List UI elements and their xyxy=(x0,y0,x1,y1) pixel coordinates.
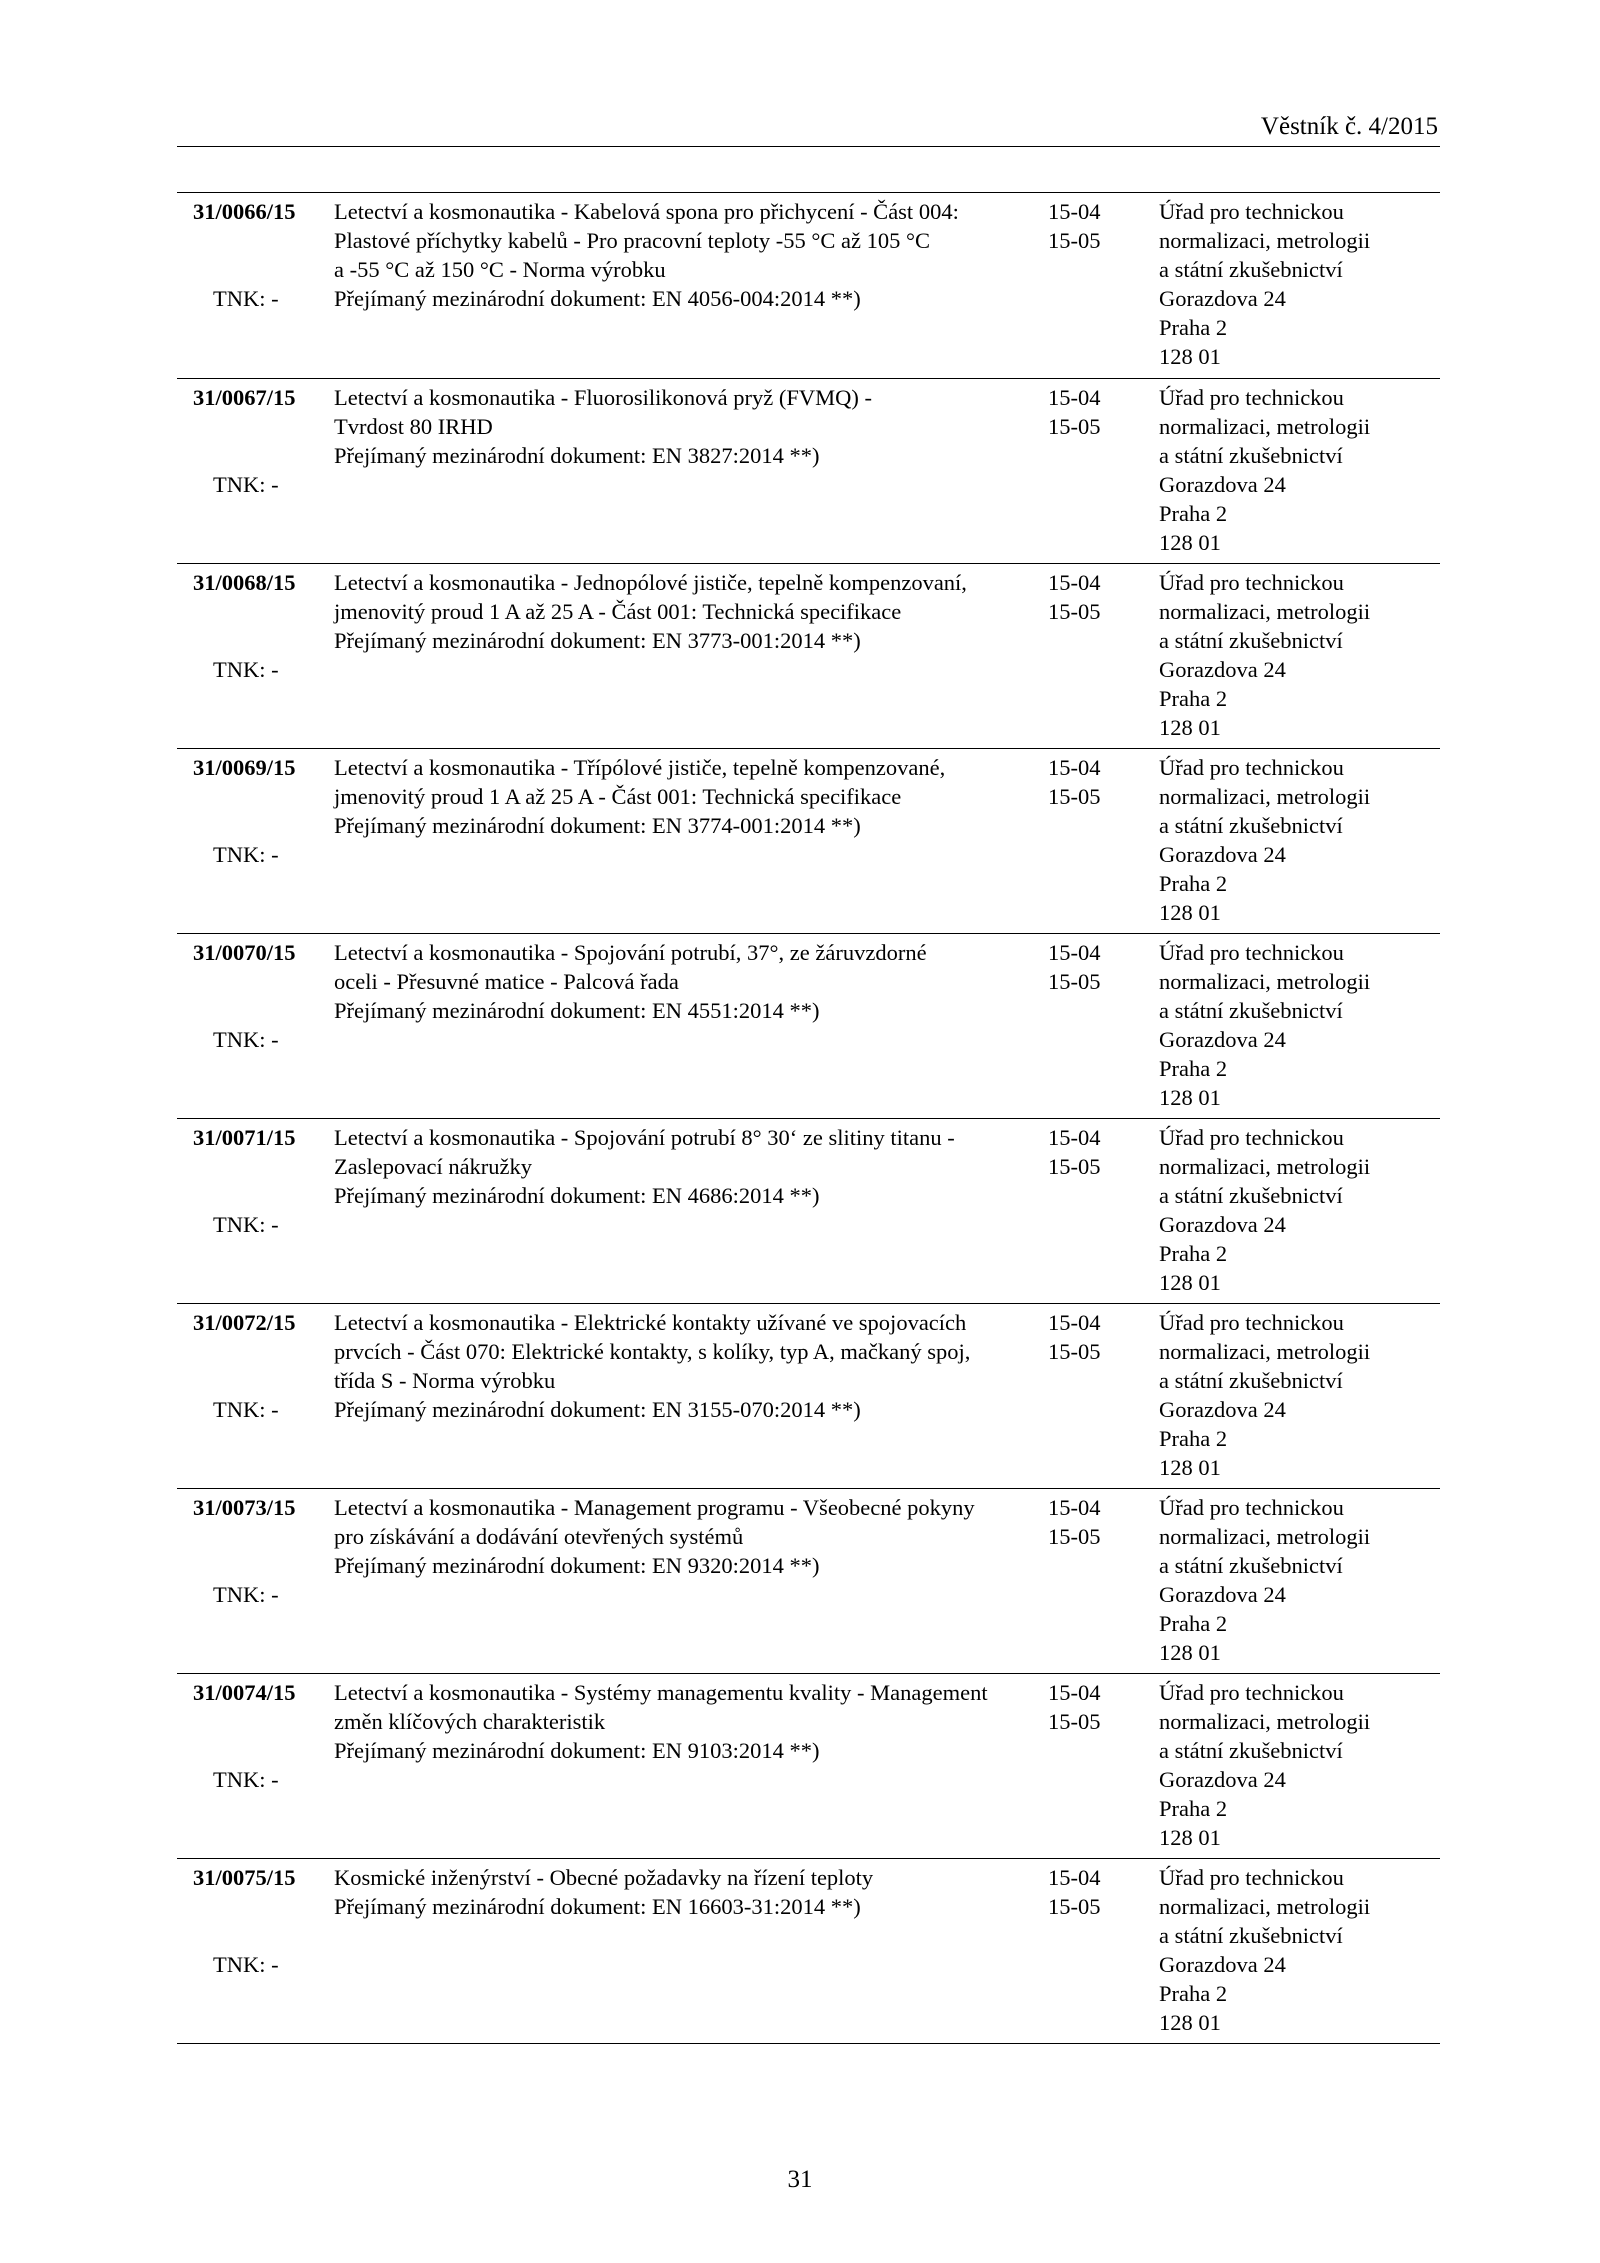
description-line: Přejímaný mezinárodní dokument: EN 3155-070:2014 **) xyxy=(334,1397,861,1422)
entry-office xyxy=(1159,1678,1370,1852)
entry-description xyxy=(334,1123,1084,1210)
office-line: normalizaci, metrologii xyxy=(1159,969,1371,994)
office-line: Praha 2 xyxy=(1159,1796,1228,1821)
entry-row xyxy=(177,1674,1440,1859)
office-line: normalizaci, metrologii xyxy=(1159,1154,1371,1179)
entry-tnk: TNK: - xyxy=(213,1397,279,1422)
description-line: Letectví a kosmonautika - Třípólové jističe, tepelně kompenzované, xyxy=(334,755,946,780)
office-line: Gorazdova 24 xyxy=(1159,1767,1286,1792)
office-line: normalizaci, metrologii xyxy=(1159,1894,1371,1919)
office-line: normalizaci, metrologii xyxy=(1159,1709,1371,1734)
entry-description xyxy=(334,1678,1084,1765)
entry-office xyxy=(1159,383,1370,557)
entry-description xyxy=(334,938,1084,1025)
entry-tnk: TNK: - xyxy=(213,1767,279,1792)
entry-code: 15-04 xyxy=(1048,1125,1101,1150)
office-line: 128 01 xyxy=(1159,1825,1221,1850)
office-line: a státní zkušebnictví xyxy=(1159,628,1343,653)
office-line: 128 01 xyxy=(1159,530,1221,555)
description-line: Kosmické inženýrství - Obecné požadavky na řízení teploty xyxy=(334,1865,874,1890)
office-line: a státní zkušebnictví xyxy=(1159,1368,1343,1393)
entry-codes xyxy=(1048,568,1101,626)
entry-code: 15-05 xyxy=(1048,1524,1101,1549)
entry-tnk: TNK: - xyxy=(213,657,279,682)
entry-code: 15-05 xyxy=(1048,1894,1101,1919)
entry-description xyxy=(334,383,1084,470)
office-line: Úřad pro technickou xyxy=(1159,1125,1344,1150)
entry-code: 15-04 xyxy=(1048,940,1101,965)
office-line: Praha 2 xyxy=(1159,501,1228,526)
entry-tnk: TNK: - xyxy=(213,1582,279,1607)
entry-code: 15-04 xyxy=(1048,1310,1101,1335)
office-line: Gorazdova 24 xyxy=(1159,472,1286,497)
entry-codes xyxy=(1048,1123,1101,1181)
description-line: Přejímaný mezinárodní dokument: EN 4686:2014 **) xyxy=(334,1183,820,1208)
office-line: Praha 2 xyxy=(1159,871,1228,896)
entry-description xyxy=(334,1493,1084,1580)
description-line: Přejímaný mezinárodní dokument: EN 9103:2014 **) xyxy=(334,1738,820,1763)
entry-code: 15-05 xyxy=(1048,784,1101,809)
entry-codes xyxy=(1048,197,1101,255)
entry-code: 15-05 xyxy=(1048,1154,1101,1179)
office-line: a státní zkušebnictví xyxy=(1159,1553,1343,1578)
entries-table xyxy=(177,192,1440,2044)
description-line: Přejímaný mezinárodní dokument: EN 16603-31:2014 **) xyxy=(334,1894,861,1919)
description-line: pro získávání a dodávání otevřených systémů xyxy=(334,1524,744,1549)
office-line: a státní zkušebnictví xyxy=(1159,1738,1343,1763)
entry-code: 15-05 xyxy=(1048,228,1101,253)
office-line: 128 01 xyxy=(1159,1455,1221,1480)
entry-row xyxy=(177,934,1440,1119)
description-line: Přejímaný mezinárodní dokument: EN 3774-001:2014 **) xyxy=(334,813,861,838)
office-line: Gorazdova 24 xyxy=(1159,657,1286,682)
description-line: Letectví a kosmonautika - Management programu - Všeobecné pokyny xyxy=(334,1495,975,1520)
office-line: normalizaci, metrologii xyxy=(1159,784,1371,809)
entry-id: 31/0067/15 xyxy=(193,385,296,410)
office-line: normalizaci, metrologii xyxy=(1159,1524,1371,1549)
description-line: změn klíčových charakteristik xyxy=(334,1709,606,1734)
entry-codes xyxy=(1048,383,1101,441)
page-header xyxy=(177,112,1440,147)
entry-tnk: TNK: - xyxy=(213,842,279,867)
entry-office xyxy=(1159,568,1370,742)
entry-codes xyxy=(1048,1863,1101,1921)
office-line: Gorazdova 24 xyxy=(1159,1397,1286,1422)
office-line: 128 01 xyxy=(1159,1085,1221,1110)
entry-code: 15-04 xyxy=(1048,1495,1101,1520)
entry-office xyxy=(1159,938,1370,1112)
description-line: Letectví a kosmonautika - Spojování potrubí 8° 30‘ ze slitiny titanu - xyxy=(334,1125,955,1150)
description-line: Letectví a kosmonautika - Systémy managementu kvality - Management xyxy=(334,1680,988,1705)
office-line: normalizaci, metrologii xyxy=(1159,228,1371,253)
entry-id: 31/0070/15 xyxy=(193,940,296,965)
entry-row xyxy=(177,1304,1440,1489)
entry-office xyxy=(1159,1308,1370,1482)
entry-code: 15-05 xyxy=(1048,414,1101,439)
description-line: Letectví a kosmonautika - Jednopólové jističe, tepelně kompenzovaní, xyxy=(334,570,967,595)
office-line: Gorazdova 24 xyxy=(1159,1952,1286,1977)
office-line: a státní zkušebnictví xyxy=(1159,257,1343,282)
office-line: Gorazdova 24 xyxy=(1159,1582,1286,1607)
office-line: 128 01 xyxy=(1159,1270,1221,1295)
office-line: Praha 2 xyxy=(1159,1056,1228,1081)
description-line: oceli - Přesuvné matice - Palcová řada xyxy=(334,969,679,994)
entry-codes xyxy=(1048,1308,1101,1366)
description-line: Plastové příchytky kabelů - Pro pracovní teploty -55 °C až 105 °C xyxy=(334,228,931,253)
office-line: 128 01 xyxy=(1159,1640,1221,1665)
office-line: Gorazdova 24 xyxy=(1159,842,1286,867)
description-line: Tvrdost 80 IRHD xyxy=(334,414,493,439)
description-line: jmenovitý proud 1 A až 25 A - Část 001: Technická specifikace xyxy=(334,599,902,624)
entry-codes xyxy=(1048,1678,1101,1736)
office-line: a státní zkušebnictví xyxy=(1159,1183,1343,1208)
entry-description xyxy=(334,1308,1084,1424)
entry-row xyxy=(177,193,1440,379)
office-line: normalizaci, metrologii xyxy=(1159,414,1371,439)
entry-office xyxy=(1159,1123,1370,1297)
description-line: Přejímaný mezinárodní dokument: EN 3827:2014 **) xyxy=(334,443,820,468)
entry-id: 31/0073/15 xyxy=(193,1495,296,1520)
office-line: a státní zkušebnictví xyxy=(1159,1923,1343,1948)
office-line: 128 01 xyxy=(1159,900,1221,925)
entry-tnk: TNK: - xyxy=(213,472,279,497)
entry-office xyxy=(1159,753,1370,927)
description-line: a -55 °C až 150 °C - Norma výrobku xyxy=(334,257,666,282)
entry-row xyxy=(177,1489,1440,1674)
office-line: Úřad pro technickou xyxy=(1159,570,1344,595)
description-line: jmenovitý proud 1 A až 25 A - Část 001: Technická specifikace xyxy=(334,784,902,809)
entry-tnk: TNK: - xyxy=(213,286,279,311)
entry-code: 15-04 xyxy=(1048,199,1101,224)
office-line: a státní zkušebnictví xyxy=(1159,443,1343,468)
office-line: Praha 2 xyxy=(1159,315,1228,340)
entry-code: 15-04 xyxy=(1048,1865,1101,1890)
entry-description xyxy=(334,197,1084,313)
entry-id: 31/0066/15 xyxy=(193,199,296,224)
entry-codes xyxy=(1048,938,1101,996)
office-line: Úřad pro technickou xyxy=(1159,199,1344,224)
bulletin-title: Věstník č. 4/2015 xyxy=(1260,113,1438,140)
office-line: 128 01 xyxy=(1159,344,1221,369)
entry-row xyxy=(177,1859,1440,2044)
office-line: Úřad pro technickou xyxy=(1159,1310,1344,1335)
entry-code: 15-05 xyxy=(1048,599,1101,624)
office-line: Gorazdova 24 xyxy=(1159,1027,1286,1052)
office-line: Praha 2 xyxy=(1159,1981,1228,2006)
entry-id: 31/0071/15 xyxy=(193,1125,296,1150)
office-line: Praha 2 xyxy=(1159,1241,1228,1266)
office-line: Úřad pro technickou xyxy=(1159,1865,1344,1890)
office-line: Praha 2 xyxy=(1159,1611,1228,1636)
entry-tnk: TNK: - xyxy=(213,1952,279,1977)
entry-codes xyxy=(1048,1493,1101,1551)
entry-code: 15-05 xyxy=(1048,1709,1101,1734)
entry-description xyxy=(334,1863,1084,1921)
page-number: 31 xyxy=(787,2166,813,2193)
entry-code: 15-04 xyxy=(1048,385,1101,410)
office-line: normalizaci, metrologii xyxy=(1159,1339,1371,1364)
entry-code: 15-04 xyxy=(1048,1680,1101,1705)
entry-row xyxy=(177,379,1440,564)
description-line: Letectví a kosmonautika - Elektrické kontakty užívané ve spojovacích xyxy=(334,1310,967,1335)
description-line: Zaslepovací nákružky xyxy=(334,1154,533,1179)
description-line: Letectví a kosmonautika - Spojování potrubí, 37°, ze žáruvzdorné xyxy=(334,940,927,965)
entry-tnk: TNK: - xyxy=(213,1027,279,1052)
entry-code: 15-04 xyxy=(1048,570,1101,595)
entry-id: 31/0068/15 xyxy=(193,570,296,595)
entry-code: 15-04 xyxy=(1048,755,1101,780)
office-line: Úřad pro technickou xyxy=(1159,1495,1344,1520)
description-line: Přejímaný mezinárodní dokument: EN 4551:2014 **) xyxy=(334,998,820,1023)
entry-row xyxy=(177,1119,1440,1304)
entry-id: 31/0069/15 xyxy=(193,755,296,780)
office-line: Praha 2 xyxy=(1159,1426,1228,1451)
entry-id: 31/0074/15 xyxy=(193,1680,296,1705)
office-line: Úřad pro technickou xyxy=(1159,940,1344,965)
entry-office xyxy=(1159,1493,1370,1667)
entry-office xyxy=(1159,1863,1370,2037)
entry-row xyxy=(177,564,1440,749)
office-line: normalizaci, metrologii xyxy=(1159,599,1371,624)
office-line: Úřad pro technickou xyxy=(1159,1680,1344,1705)
office-line: Úřad pro technickou xyxy=(1159,755,1344,780)
office-line: Gorazdova 24 xyxy=(1159,286,1286,311)
office-line: a státní zkušebnictví xyxy=(1159,998,1343,1023)
entry-id: 31/0072/15 xyxy=(193,1310,296,1335)
entry-codes xyxy=(1048,753,1101,811)
entry-row xyxy=(177,749,1440,934)
entry-code: 15-05 xyxy=(1048,1339,1101,1364)
entry-tnk: TNK: - xyxy=(213,1212,279,1237)
description-line: Přejímaný mezinárodní dokument: EN 4056-004:2014 **) xyxy=(334,286,861,311)
description-line: Letectví a kosmonautika - Kabelová spona pro přichycení - Část 004: xyxy=(334,199,959,224)
entry-office xyxy=(1159,197,1370,371)
office-line: 128 01 xyxy=(1159,715,1221,740)
entry-description xyxy=(334,568,1084,655)
office-line: Praha 2 xyxy=(1159,686,1228,711)
office-line: a státní zkušebnictví xyxy=(1159,813,1343,838)
office-line: 128 01 xyxy=(1159,2010,1221,2035)
description-line: Přejímaný mezinárodní dokument: EN 9320:2014 **) xyxy=(334,1553,820,1578)
description-line: Letectví a kosmonautika - Fluorosilikonová pryž (FVMQ) - xyxy=(334,385,873,410)
description-line: prvcích - Část 070: Elektrické kontakty, s kolíky, typ A, mačkaný spoj, xyxy=(334,1339,971,1364)
office-line: Úřad pro technickou xyxy=(1159,385,1344,410)
entry-code: 15-05 xyxy=(1048,969,1101,994)
description-line: třída S - Norma výrobku xyxy=(334,1368,556,1393)
entry-description xyxy=(334,753,1084,840)
entry-id: 31/0075/15 xyxy=(193,1865,296,1890)
office-line: Gorazdova 24 xyxy=(1159,1212,1286,1237)
description-line: Přejímaný mezinárodní dokument: EN 3773-001:2014 **) xyxy=(334,628,861,653)
